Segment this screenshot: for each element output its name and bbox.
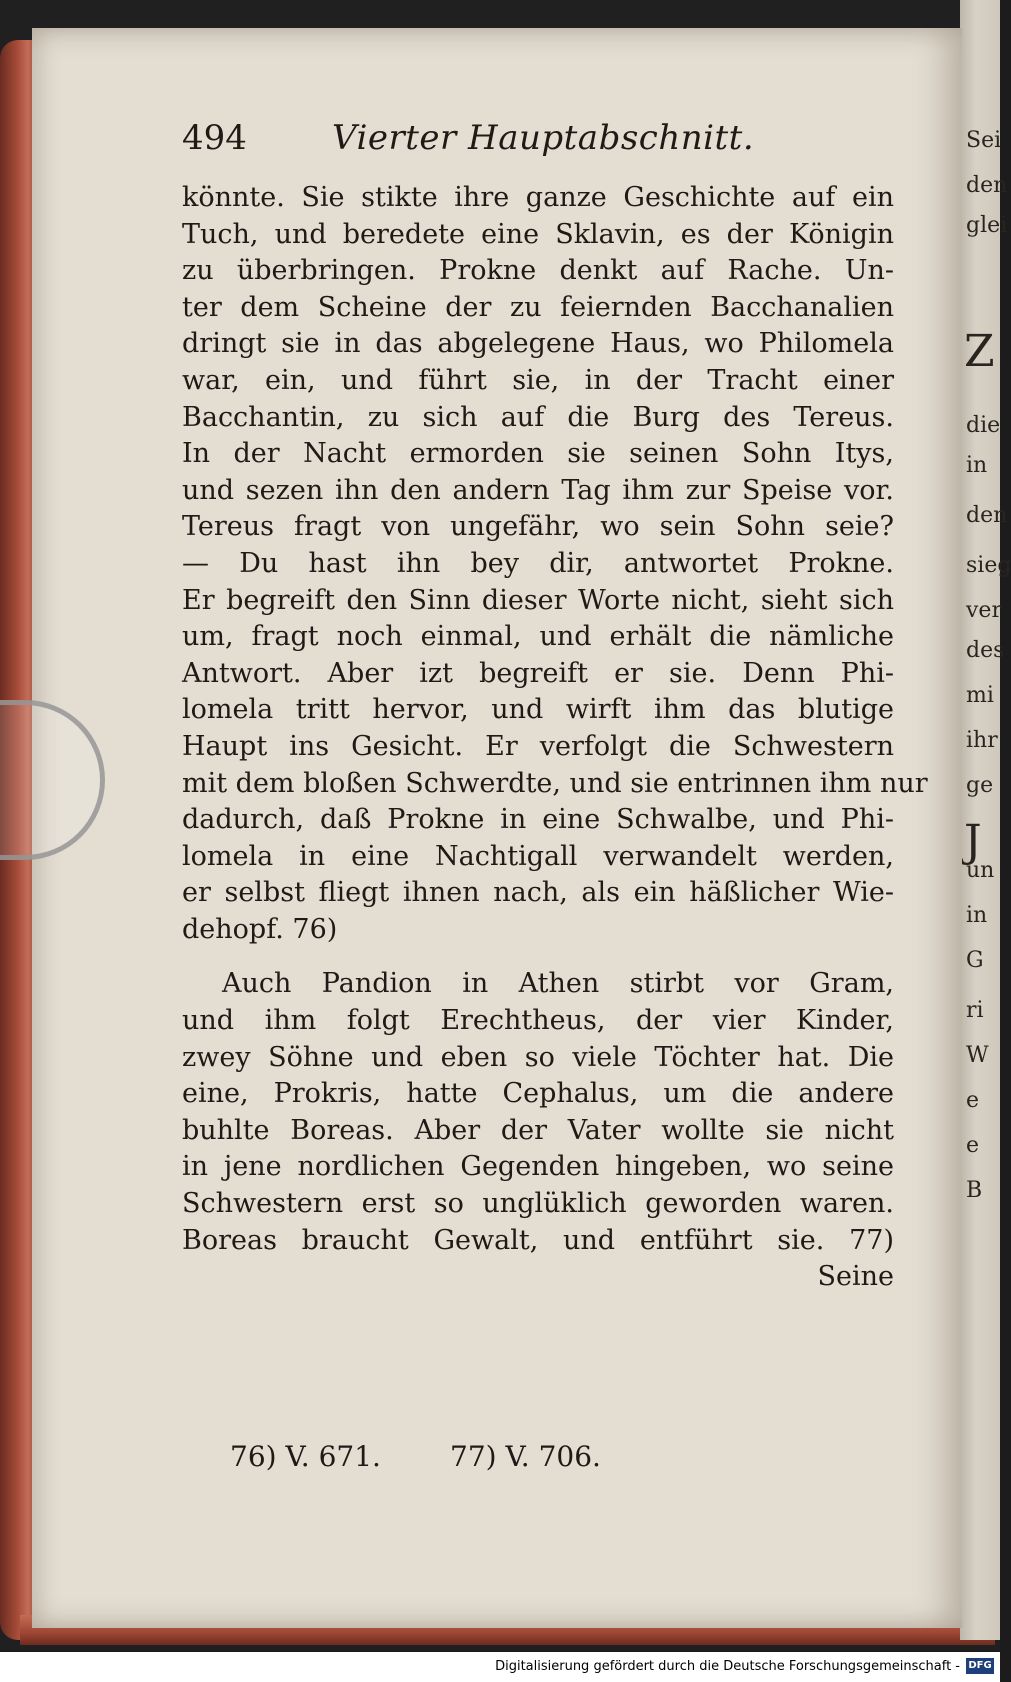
text-line: er selbst fliegt ihnen nach, als ein häßlicher Wie- xyxy=(182,877,894,909)
text-line: mit dem bloßen Schwerdte, und sie entrinnen ihm nur xyxy=(182,767,928,799)
text-line: Antwort. Aber izt begreift er sie. Denn Phi- xyxy=(182,657,894,689)
next-page-fragment: ihr xyxy=(966,728,998,753)
paragraph-2 xyxy=(182,966,894,1259)
next-page-fragment: ver xyxy=(966,598,1002,623)
next-page-fragment: Sei xyxy=(966,128,1002,153)
text-line: könnte. Sie stikte ihre ganze Geschichte auf ein xyxy=(182,182,894,213)
text-line: lomela tritt hervor, und wirft ihm das blutige xyxy=(182,694,894,726)
next-page-fragment: B xyxy=(966,1178,983,1203)
next-page-fragment: in xyxy=(966,453,988,478)
running-title: Vierter Hauptabschnitt. xyxy=(332,118,755,158)
next-page-fragment: sieg xyxy=(966,553,1011,578)
next-page-fragment: e xyxy=(966,1133,980,1158)
text-line: ter dem Scheine der zu feiernden Bacchanalien xyxy=(182,291,894,323)
next-page-fragment: den xyxy=(966,503,1008,528)
catchword: Seine xyxy=(817,1261,894,1293)
next-page-fragment: J xyxy=(964,816,982,867)
next-page-fragment: des xyxy=(966,638,1005,663)
next-page-fragment: ge xyxy=(966,773,994,798)
text-line: Auch Pandion in Athen stirbt vor Gram, xyxy=(222,968,894,1000)
text-line: und sezen ihn den andern Tag ihm zur Speise vor. xyxy=(182,474,894,506)
paragraph-gap xyxy=(182,948,894,966)
footnotes xyxy=(230,1440,730,1480)
text-line: und ihm folgt Erechtheus, der vier Kinder, xyxy=(182,1005,894,1037)
text-line: buhlte Boreas. Aber der Vater wollte sie nicht xyxy=(182,1114,894,1146)
next-page-fragment: glei xyxy=(966,213,1008,238)
next-page-strip xyxy=(960,0,1011,1640)
next-page-fragment: in xyxy=(966,903,988,928)
text-line: dadurch, daß Prokne in eine Schwalbe, und Phi- xyxy=(182,804,894,836)
next-page-fragment: Z xyxy=(964,326,995,377)
dfg-logo-icon: DFG xyxy=(966,1658,994,1674)
next-page-fragment: e xyxy=(966,1088,980,1113)
next-page-fragment: die xyxy=(966,413,1001,438)
text-line: um, fragt noch einmal, und erhält die nämliche xyxy=(182,621,894,653)
text-line: dringt sie in das abgelegene Haus, wo Philomela xyxy=(182,328,894,360)
text-line: Haupt ins Gesicht. Er verfolgt die Schwestern xyxy=(182,730,894,762)
text-line: lomela in eine Nachtigall verwandelt werden, xyxy=(182,840,894,872)
text-line: eine, Prokris, hatte Cephalus, um die andere xyxy=(182,1078,894,1110)
page-header xyxy=(182,118,882,168)
next-page-fragment: ri xyxy=(966,998,984,1023)
text-line: in jene nordlichen Gegenden hingeben, wo seine xyxy=(182,1151,894,1183)
next-page-fragment: G xyxy=(966,948,984,973)
text-line: Tuch, und beredete eine Sklavin, es der Königin xyxy=(182,218,894,250)
text-line: — Du hast ihn bey dir, antwortet Prokne. xyxy=(182,547,894,579)
text-line: zu überbringen. Prokne denkt auf Rache. Un- xyxy=(182,255,894,287)
next-page-fragment: W xyxy=(966,1043,989,1068)
next-page-fragment: un xyxy=(966,858,995,883)
text-line: Tereus fragt von ungefähr, wo sein Sohn seie? xyxy=(182,511,894,543)
page-number: 494 xyxy=(182,118,247,158)
text-line: In der Nacht ermorden sie seinen Sohn Itys, xyxy=(182,438,894,470)
credit-text: Digitalisierung gefördert durch die Deutsche Forschungsgemeinschaft - xyxy=(495,1659,960,1674)
footnote-76: 76) V. 671. xyxy=(230,1440,381,1473)
footnote-77: 77) V. 706. xyxy=(450,1440,601,1473)
text-line: Boreas braucht Gewalt, und entführt sie. 77) xyxy=(182,1224,894,1256)
text-line: Bacchantin, zu sich auf die Burg des Tereus. xyxy=(182,401,894,433)
digitization-credit xyxy=(0,1652,1000,1682)
text-line: war, ein, und führt sie, in der Tracht einer xyxy=(182,364,894,396)
text-line: dehopf. 76) xyxy=(182,913,338,945)
body-text xyxy=(182,180,928,1296)
text-line: Er begreift den Sinn dieser Worte nicht, sieht sich xyxy=(182,584,894,616)
paragraph-1 xyxy=(182,180,928,948)
next-page-fragment: mi xyxy=(966,683,994,708)
text-line: zwey Söhne und eben so viele Töchter hat. Die xyxy=(182,1041,894,1073)
next-page-fragment: den xyxy=(966,173,1008,198)
text-line: Schwestern erst so unglüklich geworden waren. xyxy=(182,1188,894,1220)
